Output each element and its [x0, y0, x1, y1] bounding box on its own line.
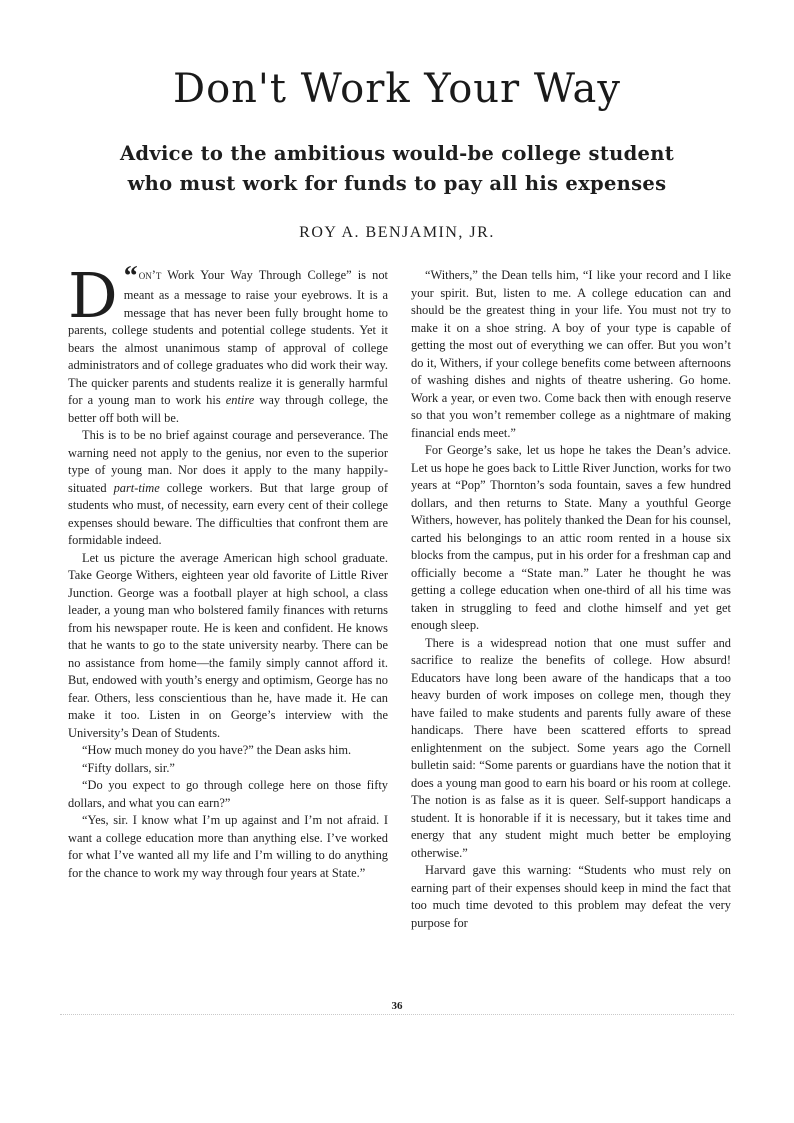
emphasis: entire: [225, 393, 255, 407]
paragraph: “ D on’t Work Your Way Through College” is not meant as a message to raise your eyebrows. It is a message that has never been fully brought home to parents, college students and potential college students. Yet it bears the almost unanimous stamp of approval of college administrators and of college graduates who did work their way. The quicker parents and students realize it is generally harmful for a young man to work his entire way through college, the better off both will be.: [68, 259, 388, 425]
right-column: [411, 267, 731, 932]
footer-divider: [60, 1014, 734, 1015]
paragraph: “Withers,” the Dean tells him, “I like your record and I like your spirit. But, listen to me. A college education can and should be the greatest thing in your life. You must not try to make it on a shoe string. A boy of your type is capable of getting the most out of everything we can offer. But you won’t do it, Withers, if your college benefits come between afternoons of washing dishes and nights of theatre ushering. Go home. Work a year, or even two. Come back then with enough reserve so that you won’t remember college as a nightmare of making financial ends meet.”: [411, 268, 731, 440]
emphasis: part-time: [113, 480, 160, 495]
paragraph: “How much money do you have?” the Dean asks him.: [82, 743, 352, 757]
paragraph: For George’s sake, let us hope he takes the Dean’s advice. Let us hope he goes back to Little River Junction, works for two years at “Pop” Thornton’s soda fountain, saves a few hundred dollars, and then returns to State. Many a youthful George Withers, however, has politely thanked the Dean for his counsel, carted his belongings to an attic room rented in a house six blocks from the campus, put in his order for a freshman cap and officially become a “State man.” Later he thought he was getting a college education when one-third of all his time was taken in struggling to feed and clothe himself and yet get enough sleep.: [411, 443, 731, 632]
paragraph: Let us picture the average American high school graduate. Take George Withers, eighteen year old favorite of Little River Junction. George was a football player at high school, a class leader, a young man who bolstered family finances with returns from his newspaper route. He is keen and confident. He knows that he wants to go to the state university nearby. There can be no assistance from home—the family simply cannot afford it. But, endowed with youth’s energy and optimism, George has no fear. Others, less conscientious than he, have made it. He can make it too. Listen in on George’s interview with the University’s Dean of Students.: [68, 550, 388, 740]
paragraph: “Fifty dollars, sir.”: [82, 760, 175, 775]
paragraph: “Do you expect to go through college here on those fifty dollars, and what you can earn?”: [68, 778, 388, 810]
paragraph: This is to be no brief against courage and perseverance. The warning need not apply to the genius, nor even to the superior type of young man. Nor does it apply to the many happily-situated part-time college workers. But that large group of students who must, of necessity, earn every cent of their college expenses should beware. The difficulties that confront them are formidable indeed.: [68, 428, 388, 547]
article-subtitle-line-1: Advice to the ambitious would-be college student: [119, 142, 675, 165]
paragraph: There is a widespread notion that one must suffer and sacrifice to realize the benefits of college. How absurd! Educators have long been aware of the handicaps that a too heavy burden of work imposes on college men, though they have failed to make students and parents fully aware of these handicaps. There have been scattered efforts to spread enlightenment on the subject. Some years ago the Cornell bulletin said: “Some parents or guardians have the notion that it does a young man good to earn his board or his room at college. The notion is as false as it is queer. Self-support handicaps a student. It is honorable if it is necessary, but it takes time and energy that any student might much better be employing otherwise.”: [411, 635, 731, 860]
paragraph: Harvard gave this warning: “Students who must rely on earning part of their expenses should keep in mind the fact that too much time devoted to this problem may defeat the very purpose for: [411, 863, 731, 930]
opening-quote-mark: “: [123, 261, 138, 292]
lead-in-small-caps: on’t: [138, 268, 162, 282]
article-subtitle-line-2: who must work for funds to pay all his expenses: [127, 172, 667, 195]
paragraph: “Yes, sir. I know what I’m up against and I’m not afraid. I want a college education more than anything else. I’ve worked for what I’ve wanted all my life and I’m willing to do anything for the chance to work my way through four years at State.”: [68, 813, 388, 880]
left-column: [68, 259, 388, 882]
page-number: 36: [391, 1000, 403, 1012]
drop-cap: D: [68, 259, 118, 332]
author-byline: ROY A. BENJAMIN, JR.: [299, 224, 495, 241]
article-title: Don't Work Your Way: [173, 66, 621, 112]
